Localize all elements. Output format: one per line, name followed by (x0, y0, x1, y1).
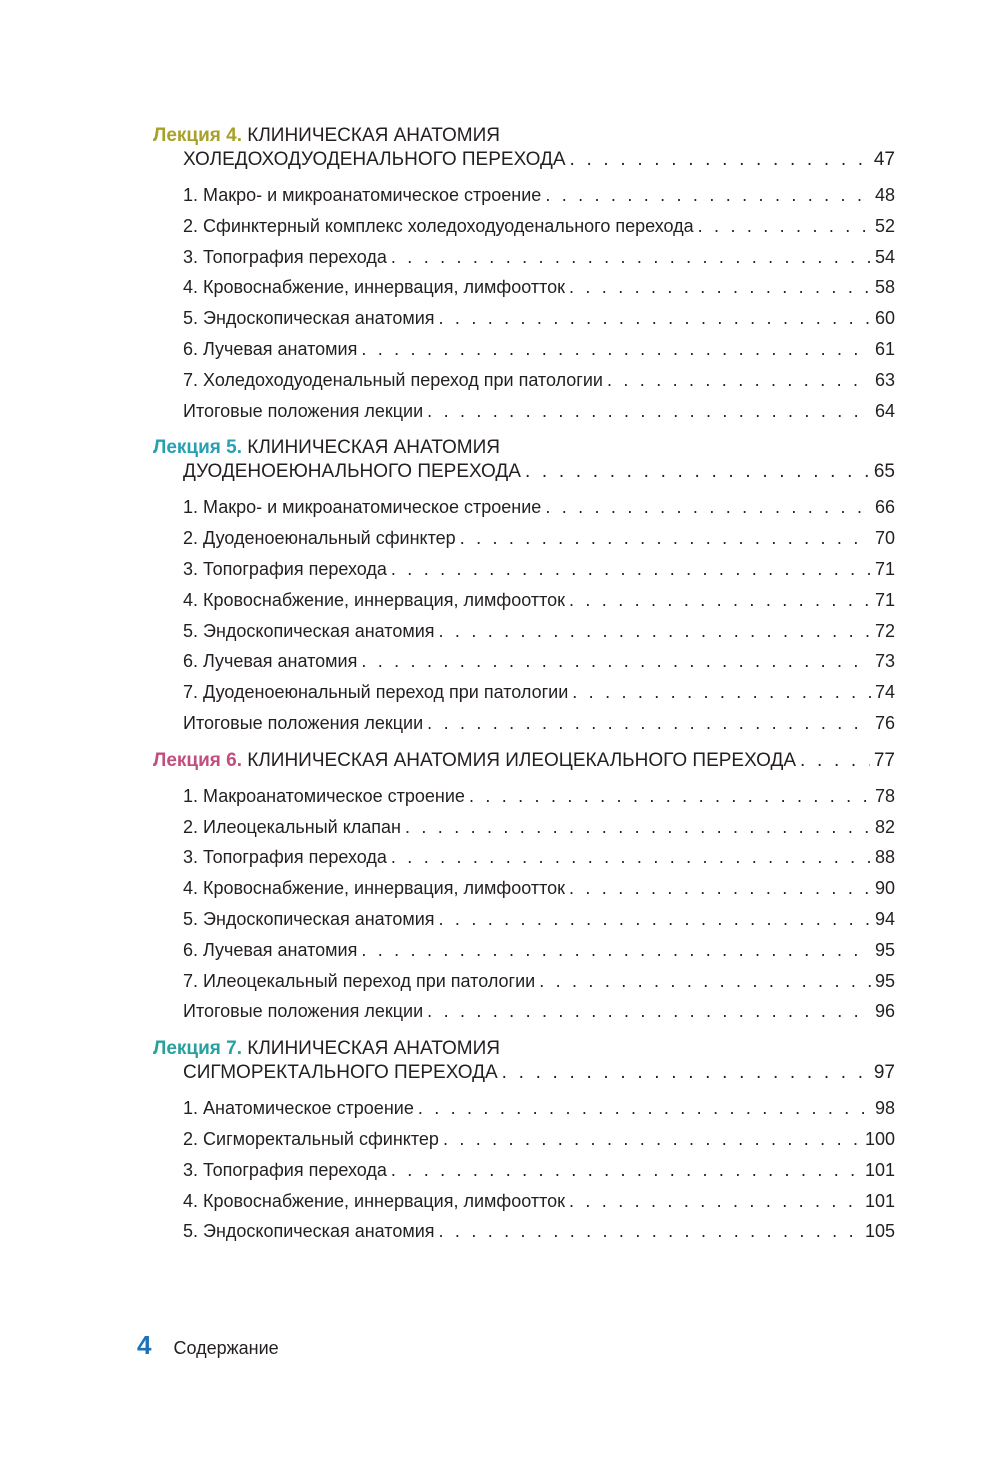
dot-leader (361, 646, 871, 677)
toc-entry[interactable] (153, 1186, 895, 1217)
toc-entry[interactable] (153, 334, 895, 365)
entry-title: 1. Макроанатомическое строение (183, 785, 465, 806)
entry-page: 101 (864, 1190, 895, 1211)
toc-entry[interactable] (153, 272, 895, 303)
dot-leader (502, 1061, 870, 1085)
entry-title: 4. Кровоснабжение, иннервация, лимфоотток (183, 878, 565, 899)
entry-page: 76 (874, 712, 895, 733)
entry-page: 54 (874, 246, 895, 267)
toc-entry[interactable] (153, 303, 895, 334)
dot-leader (391, 1155, 861, 1186)
lecture-number: Лекция 6. (153, 749, 242, 771)
dot-leader (439, 1216, 861, 1247)
toc-entry[interactable] (153, 585, 895, 616)
dot-leader (570, 148, 870, 172)
dot-leader (800, 749, 870, 773)
toc-entry[interactable] (153, 812, 895, 843)
entry-page: 100 (864, 1128, 895, 1149)
entry-page: 64 (874, 400, 895, 421)
lecture-title-continuation[interactable] (153, 460, 895, 484)
dot-leader (439, 303, 871, 334)
lecture-number: Лекция 7. (153, 1038, 242, 1060)
toc-entry[interactable] (153, 1124, 895, 1155)
lecture-section-7 (153, 1037, 895, 1247)
lecture-title: КЛИНИЧЕСКАЯ АНАТОМИЯ (247, 125, 500, 146)
dot-leader (361, 935, 871, 966)
lecture-heading[interactable] (153, 436, 895, 460)
lecture-number: Лекция 5. (153, 437, 242, 459)
toc-entry[interactable] (153, 492, 895, 523)
entry-page: 61 (874, 338, 895, 359)
toc-entry[interactable] (153, 966, 895, 997)
entry-title: 2. Сфинктерный комплекс холедоходуоденального перехода (183, 215, 694, 236)
toc-entry[interactable] (153, 211, 895, 242)
dot-leader (391, 554, 871, 585)
dot-leader (427, 396, 871, 427)
toc-entry[interactable] (153, 616, 895, 647)
entry-title: 3. Топография перехода (183, 558, 387, 579)
entry-page: 96 (874, 1001, 895, 1022)
toc-entry[interactable] (153, 873, 895, 904)
toc-entry[interactable] (153, 708, 895, 739)
entry-page: 70 (874, 528, 895, 549)
entry-title: 3. Топография перехода (183, 1159, 387, 1180)
entry-page: 66 (874, 497, 895, 518)
entry-title: 7. Илеоцекальный переход при патологии (183, 970, 536, 991)
entry-page: 95 (874, 939, 895, 960)
entry-page: 94 (874, 908, 895, 929)
lecture-title-line2: СИГМОРЕКТАЛЬНОГО ПЕРЕХОДА (183, 1062, 498, 1084)
dot-leader (439, 904, 871, 935)
toc-entry[interactable] (153, 996, 895, 1027)
entry-page: 63 (874, 369, 895, 390)
dot-leader (569, 873, 871, 904)
toc-entry[interactable] (153, 365, 895, 396)
entry-title: 7. Холедоходуоденальный переход при патологии (183, 369, 603, 390)
dot-leader (569, 585, 871, 616)
toc-entry[interactable] (153, 180, 895, 211)
lecture-section-4 (153, 124, 895, 426)
entry-page: 48 (874, 185, 895, 205)
entry-title: 5. Эндоскопическая анатомия (183, 908, 435, 929)
toc-entry[interactable] (153, 1216, 895, 1247)
dot-leader (427, 708, 871, 739)
lecture-heading[interactable] (153, 1037, 895, 1061)
dot-leader (545, 492, 871, 523)
dot-leader (545, 180, 871, 211)
dot-leader (427, 996, 871, 1027)
toc-entry[interactable] (153, 935, 895, 966)
entry-page: 95 (874, 970, 895, 991)
entry-page: 98 (874, 1098, 895, 1119)
lecture-title-continuation[interactable] (153, 1061, 895, 1085)
lecture-page-number: 47 (873, 149, 895, 170)
entry-title: 4. Кровоснабжение, иннервация, лимфоотток (183, 589, 565, 610)
lecture-title-line2: ХОЛЕДОХОДУОДЕНАЛЬНОГО ПЕРЕХОДА (183, 149, 566, 170)
entry-page: 71 (874, 589, 895, 610)
entry-page: 105 (864, 1221, 895, 1242)
entry-title: 4. Кровоснабжение, иннервация, лимфоотток (183, 1190, 565, 1211)
dot-leader (525, 460, 870, 484)
entry-page: 60 (874, 308, 895, 329)
table-of-contents (153, 124, 895, 1257)
entry-title: Итоговые положения лекции (183, 712, 424, 733)
entry-page: 82 (874, 816, 895, 837)
lecture-heading[interactable] (153, 124, 895, 148)
entry-title: 6. Лучевая анатомия (183, 651, 358, 672)
dot-leader (405, 812, 871, 843)
dot-leader (443, 1124, 861, 1155)
toc-entry[interactable] (153, 242, 895, 273)
lecture-title: КЛИНИЧЕСКАЯ АНАТОМИЯ (247, 1038, 500, 1060)
dot-leader (391, 242, 871, 273)
entry-title: 1. Анатомическое строение (183, 1098, 414, 1119)
toc-entry[interactable] (153, 554, 895, 585)
lecture-title-line2: ДУОДЕНОЕЮНАЛЬНОГО ПЕРЕХОДА (183, 461, 521, 483)
lecture-title: КЛИНИЧЕСКАЯ АНАТОМИЯ ИЛЕОЦЕКАЛЬНОГО ПЕРЕХОДА (247, 749, 797, 771)
entry-title: 1. Макро- и микроанатомическое строение (183, 185, 542, 205)
dot-leader (698, 211, 871, 242)
lecture-page-number: 77 (873, 749, 895, 771)
lecture-title: КЛИНИЧЕСКАЯ АНАТОМИЯ (247, 437, 500, 459)
lecture-section-6 (153, 749, 895, 1027)
entry-title: 6. Лучевая анатомия (183, 338, 358, 359)
lecture-page-number: 97 (873, 1062, 895, 1084)
lecture-number: Лекция 4. (153, 125, 242, 146)
entry-title: 2. Дуоденоеюнальный сфинктер (183, 528, 456, 549)
dot-leader (569, 1186, 861, 1217)
entry-title: 1. Макро- и микроанатомическое строение (183, 497, 542, 518)
toc-entry[interactable] (153, 1093, 895, 1124)
entry-page: 58 (874, 277, 895, 298)
page-number: 4 (137, 1330, 152, 1360)
entry-page: 52 (874, 215, 895, 236)
dot-leader (607, 365, 871, 396)
entry-page: 73 (874, 651, 895, 672)
dot-leader (572, 677, 871, 708)
lecture-section-5 (153, 436, 895, 738)
entry-title: 5. Эндоскопическая анатомия (183, 308, 435, 329)
page-footer (137, 1330, 279, 1361)
entry-title: 7. Дуоденоеюнальный переход при патологии (183, 682, 569, 703)
entry-page: 71 (874, 558, 895, 579)
entry-page: 78 (874, 785, 895, 806)
dot-leader (460, 523, 871, 554)
dot-leader (418, 1093, 871, 1124)
entry-title: 2. Сигморектальный сфинктер (183, 1128, 439, 1149)
entry-title: 5. Эндоскопическая анатомия (183, 620, 435, 641)
entry-page: 90 (874, 878, 895, 899)
entry-title: 3. Топография перехода (183, 246, 387, 267)
lecture-heading[interactable] (153, 749, 895, 773)
entry-title: 4. Кровоснабжение, иннервация, лимфоотток (183, 277, 565, 298)
dot-leader (361, 334, 871, 365)
dot-leader (439, 616, 871, 647)
toc-entry[interactable] (153, 842, 895, 873)
dot-leader (569, 272, 871, 303)
toc-entry[interactable] (153, 523, 895, 554)
toc-entry[interactable] (153, 396, 895, 427)
toc-entry[interactable] (153, 677, 895, 708)
lecture-page-number: 65 (873, 461, 895, 483)
dot-leader (469, 781, 871, 812)
dot-leader (539, 966, 871, 997)
toc-entry[interactable] (153, 646, 895, 677)
lecture-title-continuation[interactable] (153, 148, 895, 172)
toc-entry[interactable] (153, 781, 895, 812)
section-title: Содержание (173, 1338, 279, 1358)
entry-title: 6. Лучевая анатомия (183, 939, 358, 960)
entry-page: 88 (874, 847, 895, 868)
entry-page: 74 (874, 682, 895, 703)
toc-entry[interactable] (153, 904, 895, 935)
toc-entry[interactable] (153, 1155, 895, 1186)
entry-title: 2. Илеоцекальный клапан (183, 816, 401, 837)
entry-title: 3. Топография перехода (183, 847, 387, 868)
entry-title: Итоговые положения лекции (183, 1001, 424, 1022)
entry-page: 72 (874, 620, 895, 641)
entry-title: Итоговые положения лекции (183, 400, 424, 421)
entry-page: 101 (864, 1159, 895, 1180)
entry-title: 5. Эндоскопическая анатомия (183, 1221, 435, 1242)
dot-leader (391, 842, 871, 873)
